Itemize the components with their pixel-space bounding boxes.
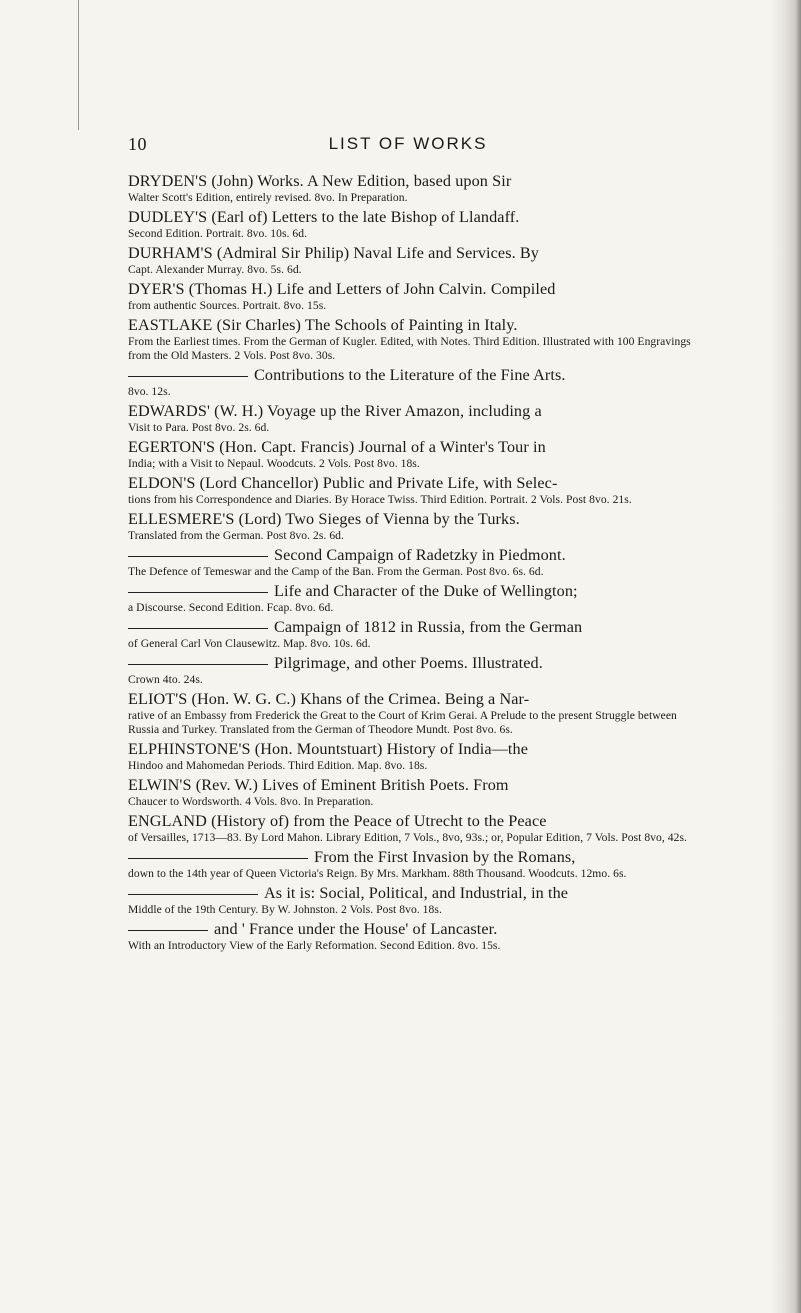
work-title-line [128, 740, 692, 759]
work-entry [128, 654, 692, 687]
work-title-line [128, 812, 692, 831]
work-title-line [128, 582, 692, 601]
work-title-text: From the First Invasion by the Romans, [314, 848, 576, 866]
work-entry [128, 438, 692, 471]
work-title-line [128, 244, 692, 263]
work-title-line [128, 618, 692, 637]
work-title-line [128, 438, 692, 457]
work-title-text: Pilgrimage, and other Poems. Illustrated. [274, 654, 543, 672]
work-entry [128, 366, 692, 399]
work-title-line [128, 208, 692, 227]
work-details: India; with a Visit to Nepaul. Woodcuts. 2 Vols. Post 8vo. 18s. [128, 457, 420, 470]
work-title-text: Campaign of 1812 in Russia, from the German [274, 618, 583, 636]
work-title-text: ELDON'S (Lord Chancellor) Public and Private Life, with Selec- [128, 474, 558, 492]
work-title-line [128, 884, 692, 903]
work-details: Hindoo and Mahomedan Periods. Third Edition. Map. 8vo. 18s. [128, 759, 428, 772]
work-title-text: Contributions to the Literature of the Fine Arts. [254, 366, 566, 384]
work-details: The Defence of Temeswar and the Camp of the Ban. From the German. Post 8vo. 6s. 6d. [128, 565, 544, 578]
running-head: LIST OF WORKS [328, 134, 488, 153]
work-entry [128, 172, 692, 205]
work-title-text: ELPHINSTONE'S (Hon. Mountstuart) History of India—the [128, 740, 528, 758]
work-title-line [128, 366, 692, 385]
work-details: Walter Scott's Edition, entirely revised. 8vo. In Preparation. [128, 191, 408, 204]
work-entry [128, 474, 692, 507]
work-entry [128, 884, 692, 917]
work-details: Middle of the 19th Century. By W. Johnston. 2 Vols. Post 8vo. 18s. [128, 903, 442, 916]
work-details: rative of an Embassy from Frederick the Great to the Court of Krim Gerai. A Prelude to the present Struggle between Russia and Turkey. Translated from the German of Theodore Mundt. Post 8vo. 6s. [128, 709, 677, 736]
work-details: 8vo. 12s. [128, 385, 171, 398]
work-title-text: DRYDEN'S (John) Works. A New Edition, based upon Sir [128, 172, 512, 190]
work-title-line [128, 172, 692, 191]
work-title-text: ELLESMERE'S (Lord) Two Sieges of Vienna by the Turks. [128, 510, 520, 528]
work-title-line [128, 690, 692, 709]
page-number: 10 [128, 134, 147, 154]
work-entry [128, 848, 692, 881]
work-details: Crown 4to. 24s. [128, 673, 203, 686]
work-title-text: DYER'S (Thomas H.) Life and Letters of John Calvin. Compiled [128, 280, 556, 298]
work-title-text: EGERTON'S (Hon. Capt. Francis) Journal of a Winter's Tour in [128, 438, 546, 456]
work-title-text: DUDLEY'S (Earl of) Letters to the late Bishop of Llandaff. [128, 208, 520, 226]
work-entry [128, 244, 692, 277]
work-details: Translated from the German. Post 8vo. 2s. 6d. [128, 529, 344, 542]
work-entry [128, 546, 692, 579]
work-title-line [128, 316, 692, 335]
work-title-text: DURHAM'S (Admiral Sir Philip) Naval Life and Services. By [128, 244, 540, 262]
work-details: Second Edition. Portrait. 8vo. 10s. 6d. [128, 227, 308, 240]
work-title-text: EASTLAKE (Sir Charles) The Schools of Painting in Italy. [128, 316, 518, 334]
work-entry [128, 812, 692, 845]
work-entry [128, 618, 692, 651]
work-title-text: As it is: Social, Political, and Industrial, in the [264, 884, 569, 902]
work-details: of General Carl Von Clausewitz. Map. 8vo. 10s. 6d. [128, 637, 371, 650]
work-details: With an Introductory View of the Early Reformation. Second Edition. 8vo. 15s. [128, 939, 501, 952]
work-entry [128, 690, 692, 737]
work-details: of Versailles, 1713—83. By Lord Mahon. Library Edition, 7 Vols., 8vo, 93s.; or, Popular Edition, 7 Vols. Post 8vo, 42s. [128, 831, 687, 844]
work-title-line [128, 920, 692, 939]
work-title-line [128, 776, 692, 795]
work-entry [128, 280, 692, 313]
ditto-dash [128, 930, 208, 931]
work-details: down to the 14th year of Queen Victoria's Reign. By Mrs. Markham. 88th Thousand. Woodcuts. 12mo. 6s. [128, 867, 627, 880]
work-title-line [128, 280, 692, 299]
work-entry [128, 582, 692, 615]
page-edge-shadow [771, 0, 801, 1313]
work-details: From the Earliest times. From the German of Kugler. Edited, with Notes. Third Edition. Illustrated with 100 Engravings from the Old Masters. 2 Vols. Post 8vo. 30s. [128, 335, 691, 362]
work-title-text: Second Campaign of Radetzky in Piedmont. [274, 546, 566, 564]
work-entry [128, 740, 692, 773]
work-title-text: EDWARDS' (W. H.) Voyage up the River Amazon, including a [128, 402, 542, 420]
work-entry [128, 510, 692, 543]
work-entry [128, 316, 692, 363]
ditto-dash [128, 376, 248, 377]
page-header [128, 134, 688, 164]
work-title-text: ELWIN'S (Rev. W.) Lives of Eminent British Poets. From [128, 776, 509, 794]
work-title-line [128, 474, 692, 493]
ditto-dash [128, 894, 258, 895]
work-title-line [128, 546, 692, 565]
work-details: Capt. Alexander Murray. 8vo. 5s. 6d. [128, 263, 302, 276]
work-details: a Discourse. Second Edition. Fcap. 8vo. 6d. [128, 601, 334, 614]
work-title-text: ENGLAND (History of) from the Peace of Utrecht to the Peace [128, 812, 547, 830]
work-title-text: Life and Character of the Duke of Wellington; [274, 582, 578, 600]
ditto-dash [128, 664, 268, 665]
work-title-line [128, 402, 692, 421]
work-title-text: ELIOT'S (Hon. W. G. C.) Khans of the Crimea. Being a Nar- [128, 690, 530, 708]
ditto-dash [128, 858, 308, 859]
works-list [128, 172, 692, 956]
work-details: Visit to Para. Post 8vo. 2s. 6d. [128, 421, 270, 434]
margin-rule [78, 0, 79, 130]
work-entry [128, 402, 692, 435]
work-title-line [128, 654, 692, 673]
work-entry [128, 776, 692, 809]
work-title-line [128, 848, 692, 867]
ditto-dash [128, 592, 268, 593]
work-entry [128, 208, 692, 241]
work-details: Chaucer to Wordsworth. 4 Vols. 8vo. In Preparation. [128, 795, 374, 808]
ditto-dash [128, 556, 268, 557]
work-entry [128, 920, 692, 953]
ditto-dash [128, 628, 268, 629]
work-details: tions from his Correspondence and Diaries. By Horace Twiss. Third Edition. Portrait. 2 Vols. Post 8vo. 21s. [128, 493, 632, 506]
work-details: from authentic Sources. Portrait. 8vo. 15s. [128, 299, 327, 312]
work-title-text: and ' France under the House' of Lancaster. [214, 920, 498, 938]
work-title-line [128, 510, 692, 529]
